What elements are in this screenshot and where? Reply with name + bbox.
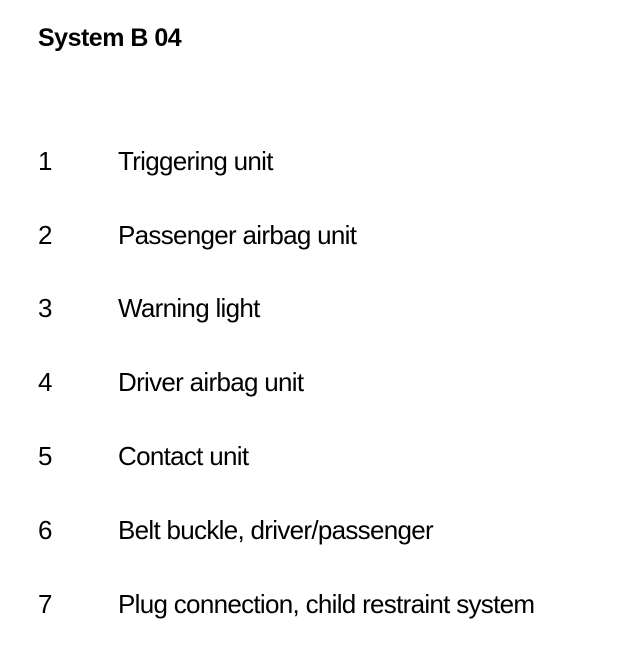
list-item bbox=[0, 365, 640, 399]
list-item bbox=[0, 218, 640, 252]
list-item bbox=[0, 144, 640, 178]
item-label: Driver airbag unit bbox=[118, 367, 304, 397]
page-title: System B 04 bbox=[38, 24, 182, 52]
list-item bbox=[0, 439, 640, 473]
item-label: Plug connection, child restraint system bbox=[118, 589, 535, 619]
item-number: 5 bbox=[38, 441, 53, 471]
list-item bbox=[0, 587, 640, 621]
item-number: 1 bbox=[38, 146, 53, 176]
list-item bbox=[0, 291, 640, 325]
list-item bbox=[0, 513, 640, 547]
item-label: Triggering unit bbox=[118, 146, 273, 176]
item-number: 3 bbox=[38, 293, 53, 323]
item-label: Warning light bbox=[118, 293, 260, 323]
item-number: 7 bbox=[38, 589, 53, 619]
item-number: 6 bbox=[38, 515, 53, 545]
item-number: 2 bbox=[38, 220, 53, 250]
item-label: Passenger airbag unit bbox=[118, 220, 357, 250]
item-label: Contact unit bbox=[118, 441, 249, 471]
item-number: 4 bbox=[38, 367, 53, 397]
item-label: Belt buckle, driver/passenger bbox=[118, 515, 433, 545]
